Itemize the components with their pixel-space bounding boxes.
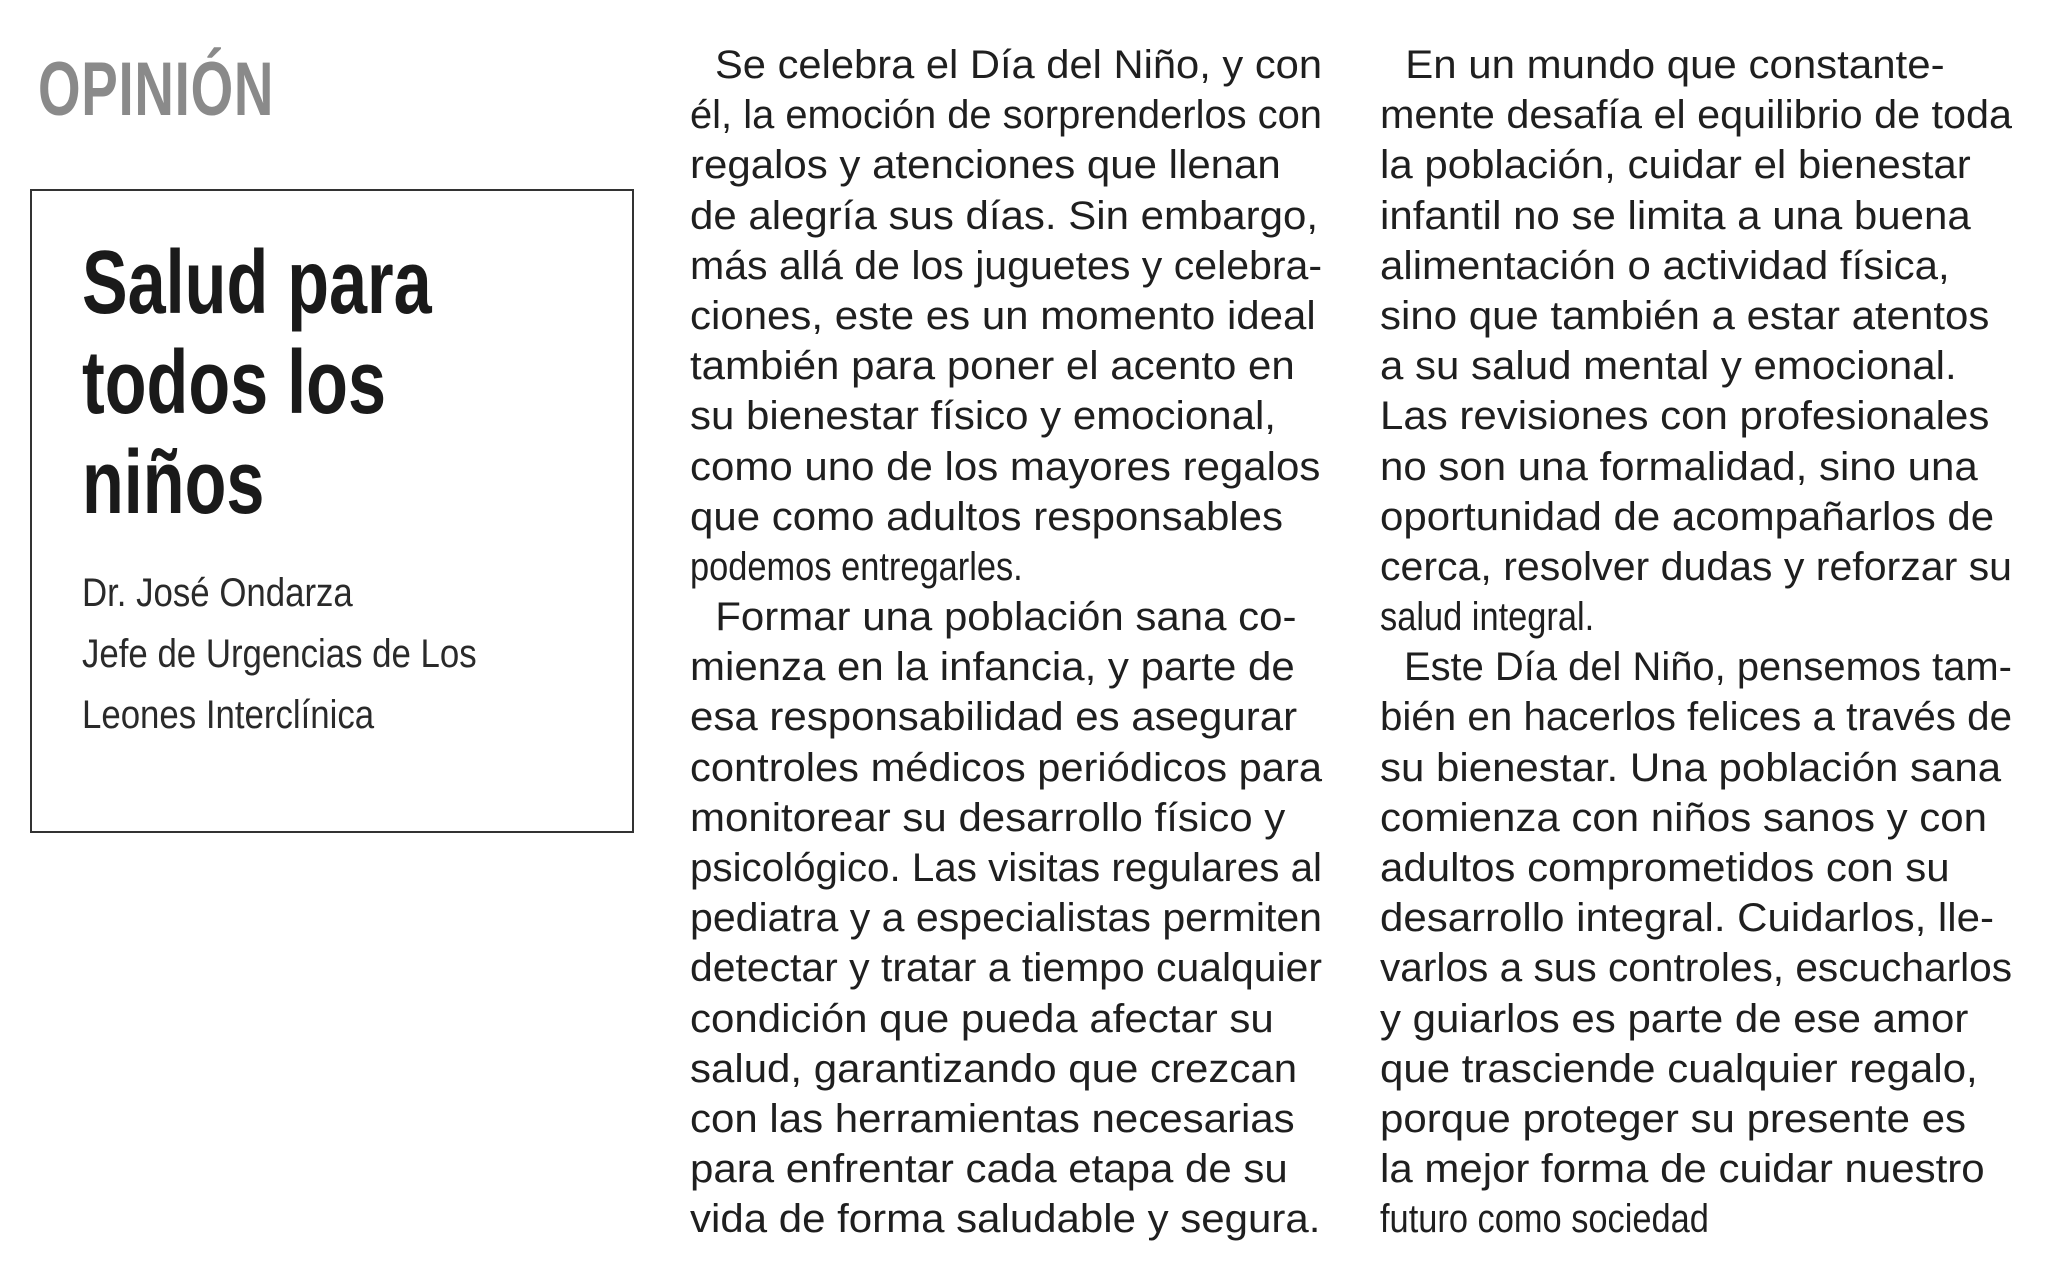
text-line-content: él, la emoción de sorprenderlos con — [690, 93, 1322, 138]
text-line — [690, 843, 1322, 893]
byline — [82, 563, 639, 746]
text-line — [690, 1194, 1322, 1244]
text-line — [1380, 843, 2012, 893]
text-line — [1380, 241, 2012, 291]
text-line-content: En un mundo que constante- — [1405, 43, 1945, 87]
text-line-content: alimentación o actividad física, — [1380, 243, 1950, 288]
text-line-content: regalos y atenciones que llenan — [690, 143, 1281, 188]
text-line-content: que trasciende cualquier regalo, — [1380, 1046, 1978, 1091]
text-line-content: monitorear su desarrollo físico y — [690, 795, 1286, 840]
text-line — [690, 341, 1322, 391]
text-line — [1380, 492, 2012, 542]
text-line-content: su bienestar. Una población sana — [1380, 745, 2002, 790]
text-line-content: también para poner el acento en — [690, 344, 1295, 389]
text-line-content: como uno de los mayores regalos — [690, 444, 1321, 489]
text-line — [690, 592, 1322, 642]
headline-line: niños — [82, 433, 265, 533]
article-column-2 — [1380, 40, 2012, 1245]
text-line — [690, 442, 1322, 492]
text-line — [1380, 90, 2012, 140]
text-line-content: no son una formalidad, sino una — [1380, 444, 1978, 489]
text-line-content: pediatra y a especialistas permiten — [690, 896, 1323, 941]
text-line — [690, 492, 1322, 542]
text-line-content: Se celebra el Día del Niño, y con — [715, 43, 1323, 87]
headline — [82, 233, 614, 533]
text-line — [690, 191, 1322, 241]
author-name: Dr. José Ondarza — [82, 571, 353, 615]
text-line — [1380, 341, 2012, 391]
text-line-content: Las revisiones con profesionales — [1380, 394, 1990, 439]
text-line — [1380, 140, 2012, 190]
text-line — [690, 1144, 1322, 1194]
text-line-content: Este Día del Niño, pensemos tam- — [1403, 645, 2012, 690]
text-line — [1380, 291, 2012, 341]
text-line — [690, 893, 1322, 943]
text-line-content: comienza con niños sanos y con — [1380, 795, 1988, 840]
text-line-content: a su salud mental y emocional. — [1380, 344, 1957, 389]
text-line-content: futuro como sociedad — [1380, 1197, 1709, 1242]
section-label: OPINIÓN — [38, 47, 275, 132]
text-line-content: y guiarlos es parte de ese amor — [1380, 996, 1969, 1041]
text-line — [690, 140, 1322, 190]
text-line — [690, 943, 1322, 993]
text-line-content: psicológico. Las visitas regulares al — [690, 846, 1323, 890]
text-line-content: oportunidad de acompañarlos de — [1380, 494, 1995, 539]
title-box — [30, 189, 634, 833]
text-line-content: para enfrentar cada etapa de su — [690, 1147, 1288, 1192]
text-line-content: detectar y tratar a tiempo cualquier — [690, 946, 1323, 991]
text-line — [1380, 592, 2012, 642]
text-line — [1380, 1194, 2012, 1244]
text-line — [690, 994, 1322, 1044]
text-line — [1380, 642, 2012, 692]
text-line-content: condición que pueda afectar su — [690, 996, 1274, 1041]
text-line-content: ciones, este es un momento ideal — [690, 293, 1316, 338]
text-line — [1380, 391, 2012, 441]
text-line — [690, 90, 1322, 140]
text-line — [690, 391, 1322, 441]
text-line — [1380, 1044, 2012, 1094]
text-line — [1380, 542, 2012, 592]
text-line — [690, 793, 1322, 843]
text-line — [1380, 191, 2012, 241]
text-line — [1380, 692, 2012, 742]
text-line-content: salud, garantizando que crezcan — [690, 1046, 1298, 1091]
text-line-content: de alegría sus días. Sin embargo, — [690, 193, 1319, 238]
text-line — [690, 241, 1322, 291]
text-line — [690, 1044, 1322, 1094]
text-line — [690, 642, 1322, 692]
article-column-1 — [690, 40, 1322, 1245]
text-line-content: sino que también a estar atentos — [1380, 293, 1990, 338]
text-line-content: la población, cuidar el bienestar — [1380, 143, 1971, 188]
text-line-content: que como adultos responsables — [690, 494, 1284, 539]
text-line — [1380, 743, 2012, 793]
author-role: Leones Interclínica — [82, 693, 375, 737]
text-line — [690, 291, 1322, 341]
text-line-content: cerca, resolver dudas y reforzar su — [1380, 544, 2013, 589]
text-line-content: adultos comprometidos con su — [1380, 846, 1950, 890]
text-line-content: varlos a sus controles, escucharlos — [1380, 946, 2013, 991]
text-line — [1380, 994, 2012, 1044]
author-role: Jefe de Urgencias de Los — [82, 632, 477, 676]
text-line — [1380, 442, 2012, 492]
text-line-content: su bienestar físico y emocional, — [690, 394, 1276, 439]
text-line-content: porque proteger su presente es — [1380, 1096, 1967, 1141]
text-line-content: esa responsabilidad es asegurar — [690, 695, 1298, 740]
text-line — [690, 692, 1322, 742]
text-line — [1380, 793, 2012, 843]
text-line-content: bién en hacerlos felices a través de — [1380, 695, 2012, 740]
text-line — [690, 542, 1322, 592]
text-line-content: Formar una población sana co- — [715, 595, 1297, 640]
text-line-content: salud integral. — [1380, 595, 1595, 640]
headline-line: Salud para — [82, 233, 432, 333]
text-line — [690, 40, 1322, 90]
text-line — [690, 1094, 1322, 1144]
text-line-content: mente desafía el equilibrio de toda — [1380, 93, 2013, 138]
text-line — [1380, 893, 2012, 943]
text-line-content: más allá de los juguetes y celebra- — [690, 243, 1323, 288]
text-line-content: vida de forma saludable y segura. — [690, 1197, 1321, 1242]
text-line — [1380, 1094, 2012, 1144]
text-line — [1380, 943, 2012, 993]
text-line-content: desarrollo integral. Cuidarlos, lle- — [1380, 896, 1994, 941]
text-line-content: la mejor forma de cuidar nuestro — [1380, 1147, 1985, 1192]
headline-line: todos los — [82, 333, 386, 433]
text-line — [690, 743, 1322, 793]
text-line-content: infantil no se limita a una buena — [1380, 193, 1971, 238]
text-line-content: mienza en la infancia, y parte de — [690, 645, 1295, 690]
text-line — [1380, 1144, 2012, 1194]
text-line-content: con las herramientas necesarias — [690, 1096, 1295, 1141]
text-line — [1380, 40, 2012, 90]
text-line-content: podemos entregarles. — [690, 544, 1023, 589]
text-line-content: controles médicos periódicos para — [690, 745, 1322, 790]
